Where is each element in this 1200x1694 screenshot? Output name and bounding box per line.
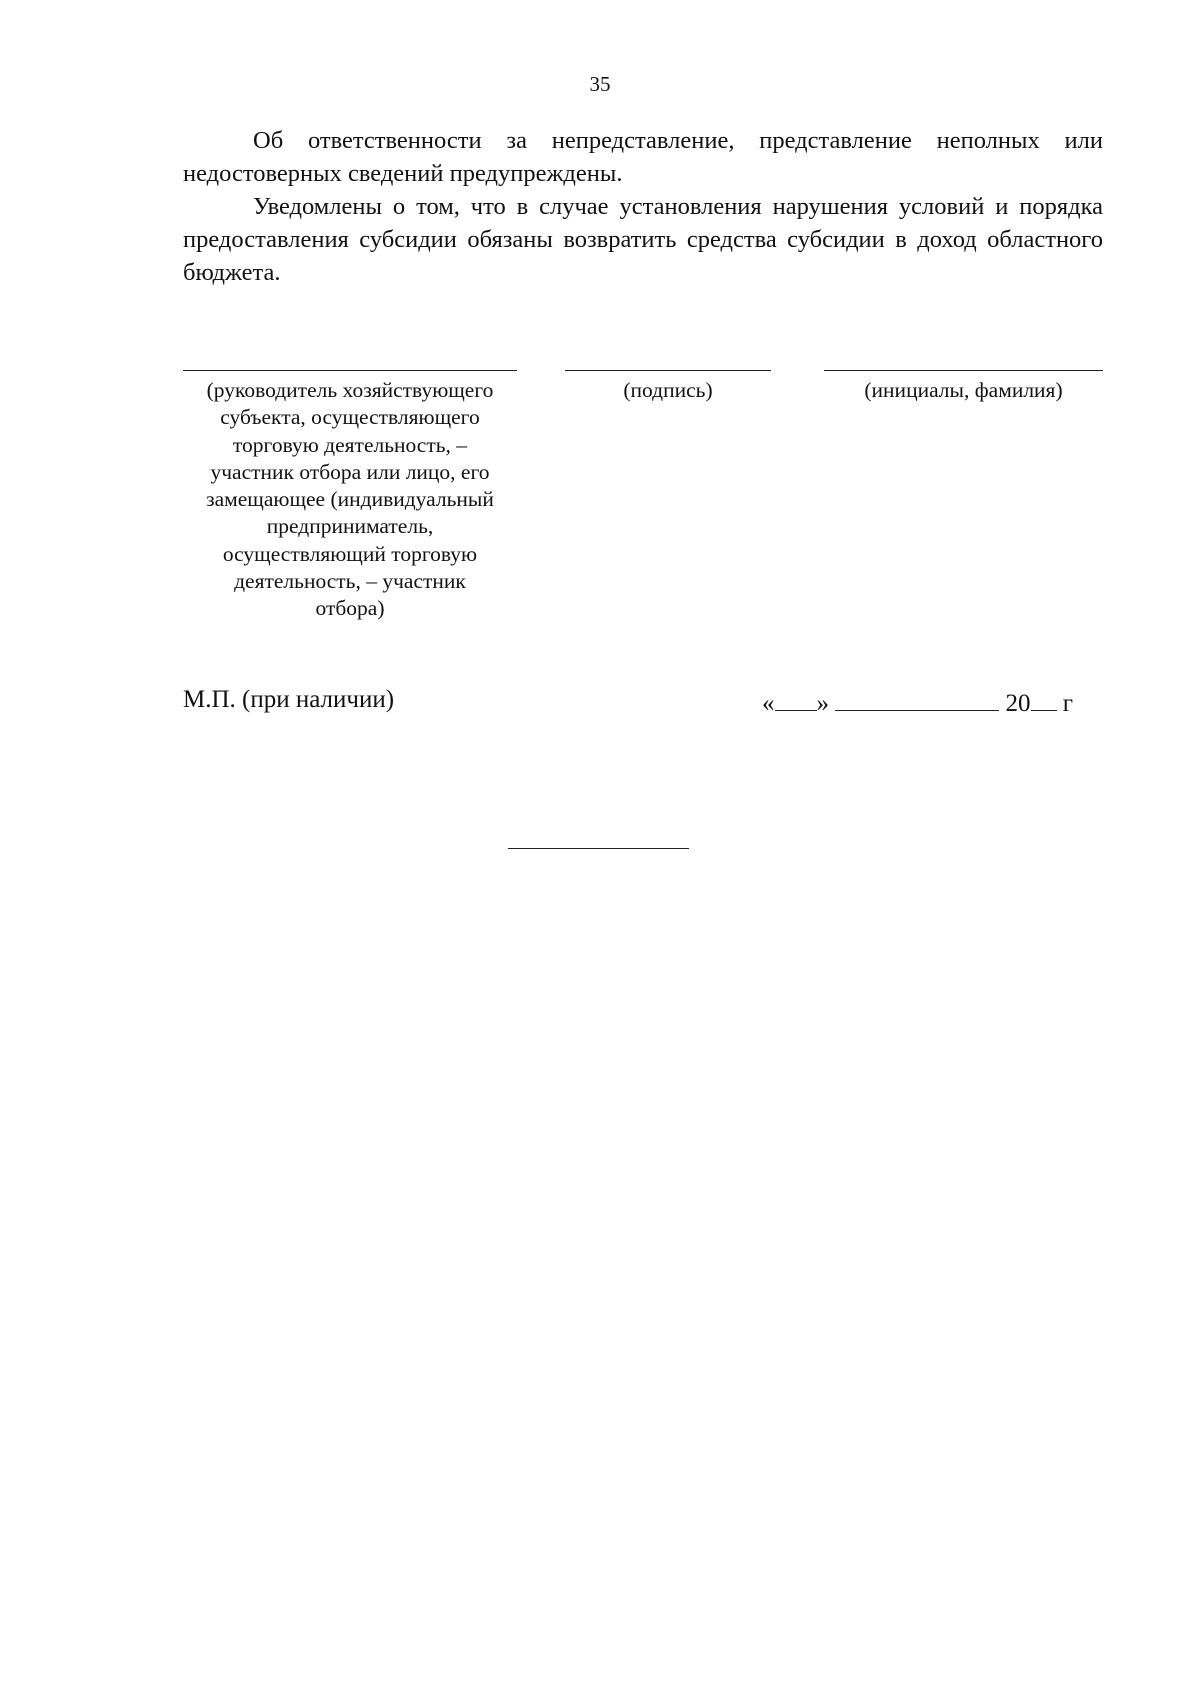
document-body <box>183 124 1103 289</box>
date-year-prefix: 20 <box>1005 690 1031 717</box>
caption-position-line: отбора) <box>315 596 385 621</box>
paragraph-liability: Об ответственности за непредставление, представление неполных или недостоверных сведений предупреждены. <box>183 127 1103 187</box>
caption-position-line: предприниматель, <box>266 514 434 539</box>
caption-position-line: (руководитель хозяйствующего <box>206 378 494 402</box>
paragraph-notice: Уведомлены о том, что в случае установления нарушения условий и порядка предоставления субсидии обязаны возвратить средства субсидии в доход областного бюджета. <box>183 193 1103 286</box>
date-open-quote: « <box>762 690 775 717</box>
date-year-blank <box>1031 686 1057 711</box>
page-number: 35 <box>589 72 611 96</box>
end-of-document-rule <box>508 848 689 849</box>
caption-position-line: участник отбора или лицо, его <box>210 459 490 484</box>
date-day-blank <box>775 686 817 711</box>
caption-position <box>170 377 530 623</box>
caption-position-line: субъекта, осуществляющего <box>220 405 480 430</box>
signature-line-position <box>183 370 517 371</box>
caption-position-line: осуществляющий торговую <box>222 541 478 566</box>
date-close-quote: » <box>816 690 829 717</box>
caption-position-line: замещающее (индивидуальный <box>206 487 494 512</box>
caption-position-line: торговую деятельность, – <box>232 432 468 457</box>
date-suffix: г <box>1062 690 1074 717</box>
signature-line-name <box>824 370 1103 371</box>
caption-name: (инициалы, фамилия) <box>864 378 1063 402</box>
stamp-note: М.П. (при наличии) <box>183 686 395 713</box>
caption-signature: (подпись) <box>623 378 713 402</box>
caption-position-line: деятельность, – участник <box>234 569 466 594</box>
date-line <box>762 686 1106 718</box>
signature-line-signature <box>565 370 771 371</box>
date-month-blank <box>835 686 999 711</box>
